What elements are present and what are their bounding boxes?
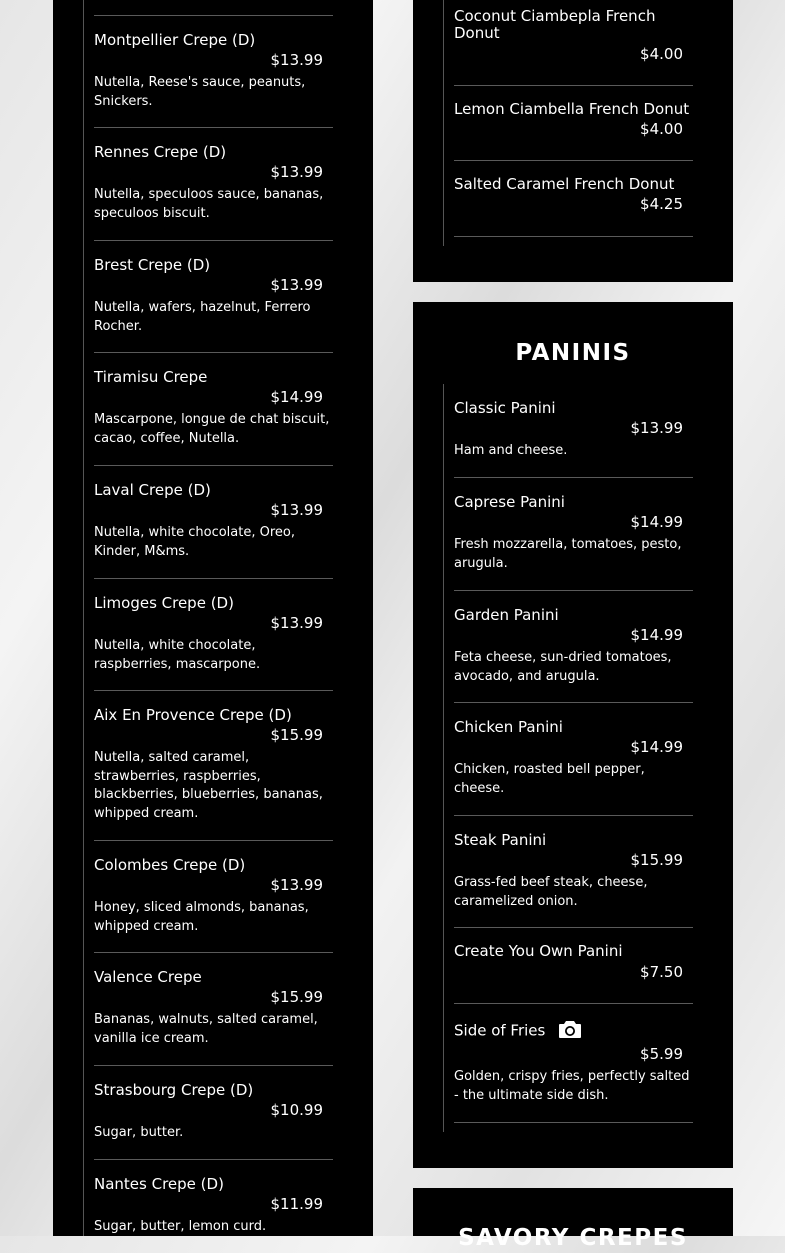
savory-crepes-panel <box>413 1188 733 1251</box>
item-price: $14.99 <box>270 388 323 406</box>
paninis-panel <box>413 302 733 1168</box>
item-name: Side of Fries <box>454 1021 546 1040</box>
item-description: Mascarpone, longue de chat biscuit, cacao, coffee, Nutella. <box>94 412 330 446</box>
item-price: $4.00 <box>640 45 683 63</box>
item-price: $14.99 <box>630 513 683 531</box>
item-description: Fresh mozzarella, tomatoes, pesto, arugula. <box>454 537 682 571</box>
item-name: Montpellier Crepe (D) <box>94 31 256 49</box>
divider <box>454 236 693 237</box>
menu-item-laval-crepe[interactable] <box>94 466 333 578</box>
section-title: SAVORY CREPES <box>458 1225 688 1251</box>
crepes-list <box>94 0 333 1253</box>
item-description: Nutella, white chocolate, raspberries, mascarpone. <box>94 638 261 672</box>
donuts-panel <box>413 0 733 282</box>
menu-item-brest-crepe[interactable] <box>94 241 333 352</box>
menu-item-steak-panini[interactable] <box>454 816 693 927</box>
item-name: Valence Crepe <box>94 968 202 986</box>
item-price: $15.99 <box>630 851 683 869</box>
menu-item-garden-panini[interactable] <box>454 591 693 702</box>
donuts-list <box>454 0 693 237</box>
item-name: Classic Panini <box>454 399 556 417</box>
item-name: Create You Own Panini <box>454 942 623 960</box>
item-name: Nantes Crepe (D) <box>94 1175 224 1193</box>
item-price: $13.99 <box>270 501 323 519</box>
section-title: PANINIS <box>515 340 631 366</box>
item-name-row <box>454 1004 693 1043</box>
item-name: Salted Caramel French Donut <box>454 175 675 193</box>
item-description: Sugar, butter, lemon curd. <box>94 1219 267 1234</box>
menu-item-coconut-donut[interactable] <box>454 0 693 85</box>
camera-icon[interactable] <box>558 1019 582 1043</box>
item-price: $4.25 <box>640 195 683 213</box>
item-price: $4.00 <box>640 120 683 138</box>
item-description: Grass-fed beef steak, cheese, caramelized onion. <box>454 875 648 909</box>
section-rail <box>83 0 84 1236</box>
item-name: Steak Panini <box>454 831 547 849</box>
item-name: Limoges Crepe (D) <box>94 594 234 612</box>
item-price: $11.99 <box>270 1195 323 1213</box>
item-price: $15.99 <box>270 988 323 1006</box>
menu-item-nantes-crepe[interactable] <box>94 1160 333 1253</box>
menu-item-lemon-donut[interactable] <box>454 86 693 160</box>
item-price: $15.99 <box>270 726 323 744</box>
menu-item-caprese-panini[interactable] <box>454 478 693 590</box>
menu-item-valence-crepe[interactable] <box>94 953 333 1065</box>
section-rail <box>443 384 444 1132</box>
item-name: Rennes Crepe (D) <box>94 143 227 161</box>
paninis-list <box>454 384 693 1123</box>
item-price: $13.99 <box>270 614 323 632</box>
item-price: $13.99 <box>270 876 323 894</box>
item-description: Bananas, walnuts, salted caramel, vanilla ice cream. <box>94 1012 318 1046</box>
item-price: $13.99 <box>270 276 323 294</box>
item-name: Aix En Provence Crepe (D) <box>94 706 292 724</box>
item-name: Coconut Ciambepla French Donut <box>454 7 656 42</box>
item-name: Laval Crepe (D) <box>94 481 211 499</box>
item-price: $10.99 <box>270 1101 323 1119</box>
item-price: $7.50 <box>640 963 683 981</box>
item-description: Nutella, Reese's sauce, peanuts, Snickers. <box>94 75 306 109</box>
menu-item-create-your-own-panini[interactable] <box>454 928 693 1003</box>
item-name: Chicken Panini <box>454 718 563 736</box>
item-description: Nutella, wafers, hazelnut, Ferrero Rocher. <box>94 300 311 334</box>
item-price: $14.99 <box>630 626 683 644</box>
section-rail <box>443 0 444 246</box>
item-description: Feta cheese, sun-dried tomatoes, avocado, and arugula. <box>454 650 672 684</box>
item-description: Honey, sliced almonds, bananas, whipped cream. <box>94 900 309 934</box>
menu-item-aix-en-provence-crepe[interactable] <box>94 691 333 840</box>
item-description: Chicken, roasted bell pepper, cheese. <box>454 762 645 796</box>
item-name: Strasbourg Crepe (D) <box>94 1081 254 1099</box>
sweet-crepes-panel <box>53 0 373 1236</box>
menu-item-montpellier-crepe[interactable] <box>94 16 333 127</box>
item-price: $13.99 <box>270 163 323 181</box>
menu-item-colombes-crepe[interactable] <box>94 841 333 952</box>
menu-item-rennes-crepe[interactable] <box>94 128 333 240</box>
item-price: $13.99 <box>630 419 683 437</box>
item-price: $13.99 <box>270 51 323 69</box>
item-name: Brest Crepe (D) <box>94 256 211 274</box>
menu-item-strasbourg-crepe[interactable] <box>94 1066 333 1159</box>
item-price: $5.99 <box>640 1045 683 1063</box>
item-description: Nutella, speculoos sauce, bananas, speculoos biscuit. <box>94 187 324 221</box>
item-description: Nutella, salted caramel, strawberries, raspberries, blackberries, blueberries, bananas, whipped cream. <box>94 750 323 821</box>
item-name: Colombes Crepe (D) <box>94 856 246 874</box>
item-description: Sugar, butter. <box>94 1125 184 1140</box>
menu-item-limoges-crepe[interactable] <box>94 579 333 690</box>
item-name: Tiramisu Crepe <box>94 368 208 386</box>
menu-item-classic-panini[interactable] <box>454 384 693 477</box>
item-description: Ham and cheese. <box>454 443 568 458</box>
divider <box>454 1122 693 1123</box>
item-description: Nutella, white chocolate, Oreo, Kinder, M&ms. <box>94 525 295 559</box>
menu-item-chicken-panini[interactable] <box>454 703 693 815</box>
menu-item-salted-caramel-donut[interactable] <box>454 161 693 236</box>
item-description: Golden, crispy fries, perfectly salted - the ultimate side dish. <box>454 1069 690 1103</box>
item-name: Garden Panini <box>454 606 559 624</box>
menu-item-tiramisu-crepe[interactable] <box>94 353 333 465</box>
item-price: $14.99 <box>630 738 683 756</box>
menu-item-side-of-fries[interactable] <box>454 1004 693 1122</box>
item-name: Lemon Ciambella French Donut <box>454 100 690 118</box>
item-name: Caprese Panini <box>454 493 565 511</box>
